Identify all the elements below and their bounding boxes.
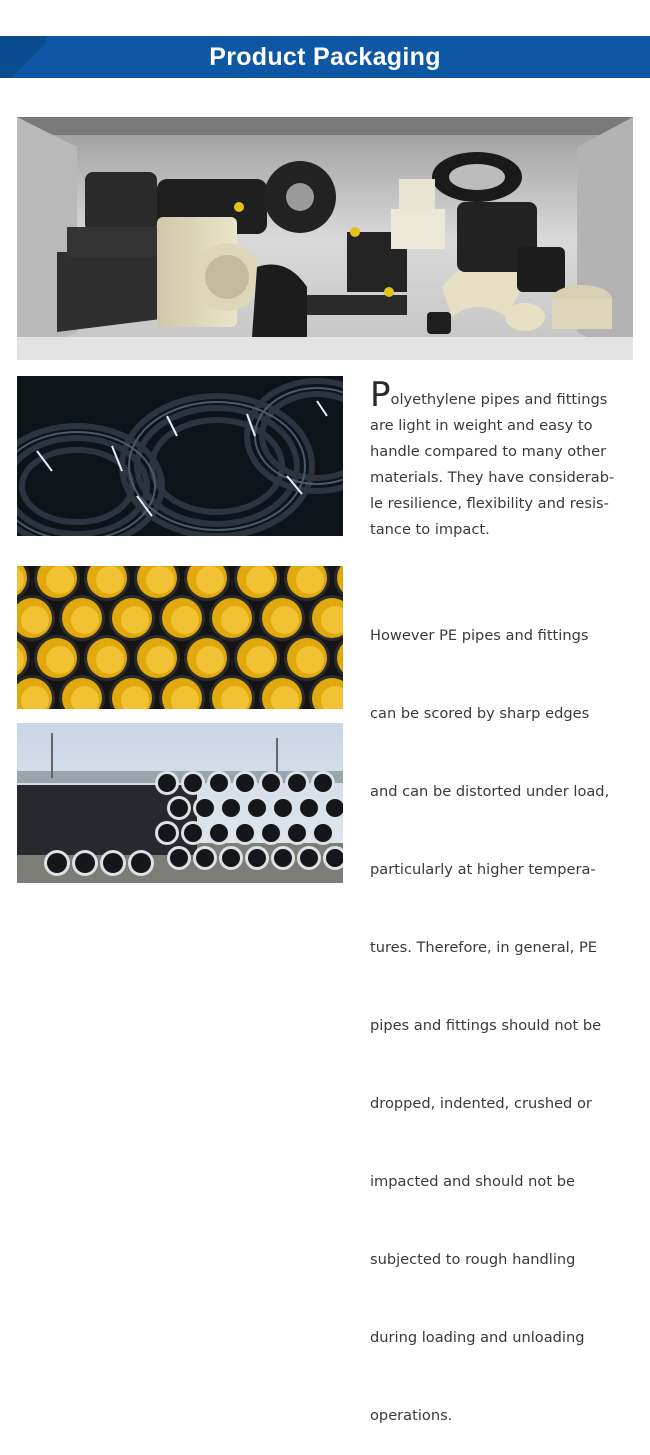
- handling-paragraph: [370, 571, 620, 1455]
- corrugated-pipes-photo: [17, 566, 343, 709]
- paragraph-line: materials. They have considerab-: [370, 469, 615, 486]
- paragraph-line: during loading and unloading: [370, 1329, 585, 1346]
- paragraph-line: operations.: [370, 1407, 453, 1424]
- paragraph-line: can be scored by sharp edges: [370, 705, 590, 722]
- paragraph-line: are light in weight and easy to: [370, 417, 593, 434]
- paragraph-line: tance to impact.: [370, 521, 490, 538]
- paragraph-line: and can be distorted under load,: [370, 783, 610, 800]
- paragraph-line: pipes and fittings should not be: [370, 1017, 602, 1034]
- intro-paragraph: [370, 375, 620, 543]
- paragraph-line: subjected to rough handling: [370, 1251, 576, 1268]
- paragraph-line: Polyethylene pipes and fittings: [370, 375, 608, 415]
- pe-fittings-photo: [17, 117, 633, 360]
- paragraph-line: impacted and should not be: [370, 1173, 575, 1190]
- paragraph-line: tures. Therefore, in general, PE: [370, 939, 598, 956]
- paragraph-line: particularly at higher tempera-: [370, 861, 596, 878]
- paragraph-line: le resilience, flexibility and resis-: [370, 495, 609, 512]
- paragraph-line: However PE pipes and fittings: [370, 627, 589, 644]
- pipe-yard-photo: [17, 723, 343, 883]
- paragraph-line: handle compared to many other: [370, 443, 607, 460]
- drop-cap: P: [370, 375, 391, 415]
- page-title: Product Packaging: [209, 43, 441, 71]
- paragraph-line: dropped, indented, crushed or: [370, 1095, 592, 1112]
- coiled-pipes-photo: [17, 376, 343, 536]
